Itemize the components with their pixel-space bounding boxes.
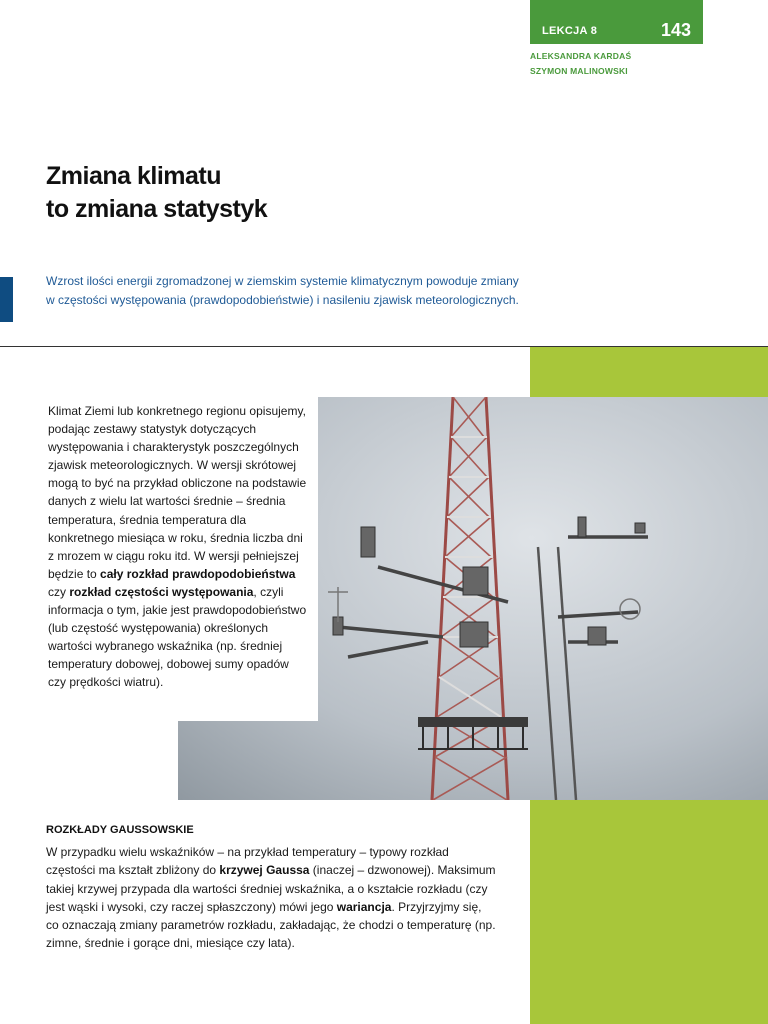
lesson-header-box	[530, 0, 703, 44]
green-accent-bottom	[530, 800, 768, 1024]
title-line-1: Zmiana klimatu	[46, 162, 221, 190]
page-title	[46, 160, 267, 226]
intro-bold-1: cały rozkład prawdopodobieństwa	[100, 566, 296, 581]
title-line-2: to zmiana statystyk	[46, 195, 268, 223]
authors	[530, 49, 631, 79]
intro-text-2: czy	[48, 584, 70, 599]
side-marker	[0, 277, 13, 322]
section-text-3: . Przyjrzyjmy się, co oznaczają zmiany parametrów rozkładu, zakładając, że chodzi o temperaturę (np. zimne, średnie i gorące dni, miesiące czy lata).	[46, 899, 496, 951]
green-accent-top	[530, 347, 768, 397]
section-text-2: (inaczej – dzwonowej). Maksimum takiej krzywej przypada dla wartości średniej wskaźnika, a o kształcie rozkładu (czy jest wąski i wysoki, czy raczej spłaszczony) mówi jego	[46, 863, 496, 914]
section-text-1: W przypadku wielu wskaźników – na przykład temperatury – typowy rozkład częstości ma kształt zbliżony do	[46, 845, 449, 878]
intro-text-1: Klimat Ziemi lub konkretnego regionu opisujemy, podając zestawy statystyk dotyczących występowania i charakterystyk poszczególnych zjawisk meteorologicznych. W wersji skrótowej mogą to być na przykład obliczone na podstawie danych z wielu lat wartości średnie – średnia temperatura, średnia temperatura dla konkretnego miesiąca w roku, średnia liczba dni z mrozem w ciągu roku itd. W wersji pełniejszej będzie to	[48, 404, 307, 581]
page-number: 143	[660, 20, 691, 40]
section-bold-1: krzywej Gaussa	[219, 863, 310, 878]
section-bold-2: wariancja	[336, 899, 392, 914]
author-2: SZYMON MALINOWSKI	[530, 66, 628, 76]
intro-text-3: , czyli informacja o tym, jakie jest prawdopodobieństwo (lub częstość występowania) określonych wartości wybranego wskaźnika (np. średniej temperatury dobowej, dobowej sumy opadów czy prędkości wiatru).	[48, 584, 307, 690]
lesson-label: LEKCJA 8	[542, 25, 598, 37]
lead-paragraph: Wzrost ilości energii zgromadzonej w ziemskim systemie klimatycznym powoduje zmiany w częstości występowania (prawdopodobieństwie) i nasileniu zjawisk meteorologicznych.	[46, 274, 519, 307]
intro-paragraph	[48, 402, 310, 692]
author-1: ALEKSANDRA KARDAŚ	[530, 51, 632, 61]
section-heading: ROZKŁADY GAUSSOWSKIE	[46, 824, 194, 836]
intro-bold-2: rozkład częstości występowania	[69, 584, 254, 599]
section-paragraph	[46, 843, 496, 953]
